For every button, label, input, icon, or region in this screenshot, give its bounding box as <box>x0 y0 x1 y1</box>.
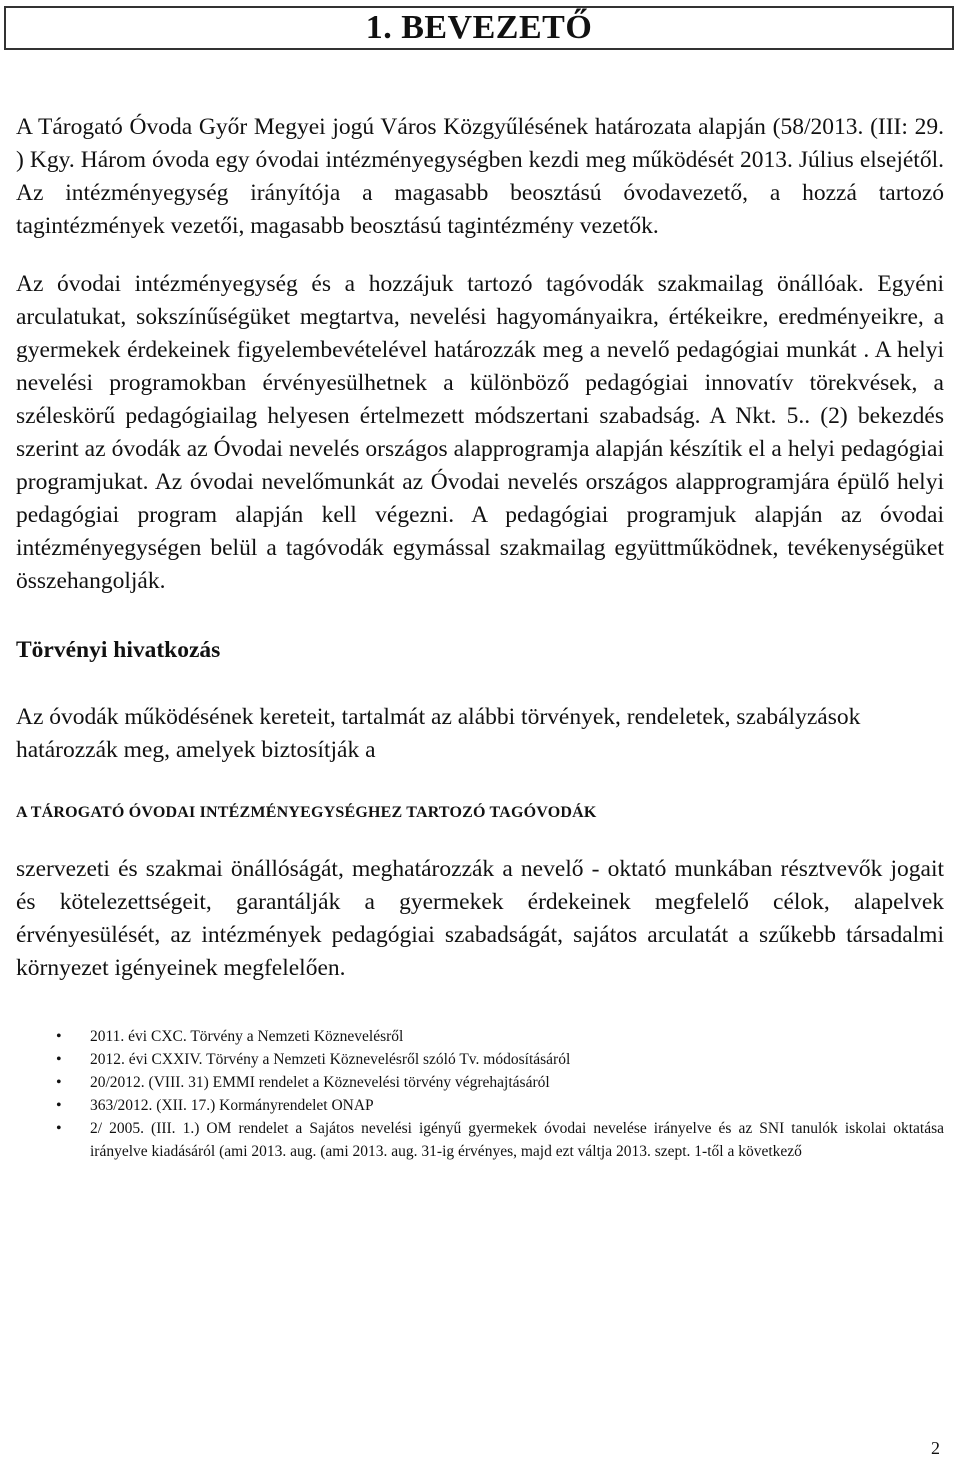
list-item <box>16 1117 944 1163</box>
bullet-icon: • <box>56 1074 62 1091</box>
document-body <box>16 111 944 1163</box>
legal-paragraph-2: szervezeti és szakmai önállóságát, meghatározzák a nevelő - oktató munkában résztvevők jogait és kötelezettségeit, garantálják a gyermekek érdekeinek megfelelő célok, alapelvek érvényesülését, az intézmények pedagógiai szabadságát, sajátos arculatát a szűkebb társadalmi környezet igényeinek megfelelően. <box>16 856 944 981</box>
reference-text: 20/2012. (VIII. 31) EMMI rendelet a Köznevelési törvény végrehajtásáról <box>90 1074 550 1091</box>
page-number: 2 <box>931 1438 940 1458</box>
bullet-icon: • <box>56 1097 62 1114</box>
list-item <box>16 1094 944 1117</box>
list-item <box>16 1025 944 1048</box>
bullet-icon: • <box>56 1051 62 1068</box>
legal-heading: Törvényi hivatkozás <box>16 637 221 663</box>
reference-text: 2/ 2005. (III. 1.) OM rendelet a Sajátos nevelési igényű gyermekek óvodai nevelése irányelve és az SNI tanulók iskolai oktatása irányelve kiadásáról (ami 2013. aug. (ami 2013. aug. 31-ig érvényes, majd ezt váltja 2013. szept. 1-től a következő <box>90 1120 944 1160</box>
bullet-icon: • <box>56 1028 62 1045</box>
reference-text: 2012. évi CXXIV. Törvény a Nemzeti Köznevelésről szóló Tv. módosításáról <box>90 1051 571 1068</box>
reference-text: 363/2012. (XII. 17.) Kormányrendelet ONAP <box>90 1097 374 1114</box>
intro-paragraph-2: Az óvodai intézményegység és a hozzájuk tartozó tagóvodák szakmailag önállóak. Egyéni arculatukat, sokszínűségüket megtartva, nevelési hagyományaikra, értékeikre, eredményeikre, a gyermekek érdekeinek figyelembevételével határozzák meg a nevelő pedagógiai munkát . A helyi nevelési programokban érvényesülhetnek a különböző pedagógiai innovatív törekvések, a széleskörű pedagógiailag helyesen értelmezett módszertani szabadság. A Nkt. 5.. (2) bekezdés szerint az óvodák az Óvodai nevelés országos alapprogramja alapján készítik el a helyi pedagógiai programjukat. Az óvodai nevelőmunkát az Óvodai nevelés országos alapprogramjára épülő helyi pedagógiai program alapján kell végezni. A pedagógiai programjuk alapján az óvodai intézményegységen belül a tagóvodák egymással szakmailag együttműködnek, tevékenységüket összehangolják. <box>16 271 944 594</box>
reference-list <box>16 1025 944 1163</box>
bullet-icon: • <box>56 1120 62 1137</box>
title-box <box>4 6 954 50</box>
intro-paragraph-1: A Tárogató Óvoda Győr Megyei jogú Város Közgyűlésének határozata alapján (58/2013. (III: 29. ) Kgy. Három óvoda egy óvodai intézményegységben kezdi meg működését 2013. Július elsejétől. Az intézményegység irányítója a magasabb beosztású óvodavezető, a hozzá tartozó tagintézmények vezetői, magasabb beosztású tagintézmény vezetők. <box>16 114 944 239</box>
caps-heading: A TÁROGATÓ ÓVODAI INTÉZMÉNYEGYSÉGHEZ TARTOZÓ TAGÓVODÁK <box>16 804 597 821</box>
page-title: 1. BEVEZETŐ <box>365 9 593 46</box>
legal-paragraph: Az óvodák működésének kereteit, tartalmát az alábbi törvények, rendeletek, szabályzások határozzák meg, amelyek biztosítják a <box>16 704 861 763</box>
list-item <box>16 1071 944 1094</box>
reference-text: 2011. évi CXC. Törvény a Nemzeti Köznevelésről <box>90 1028 404 1045</box>
list-item <box>16 1048 944 1071</box>
